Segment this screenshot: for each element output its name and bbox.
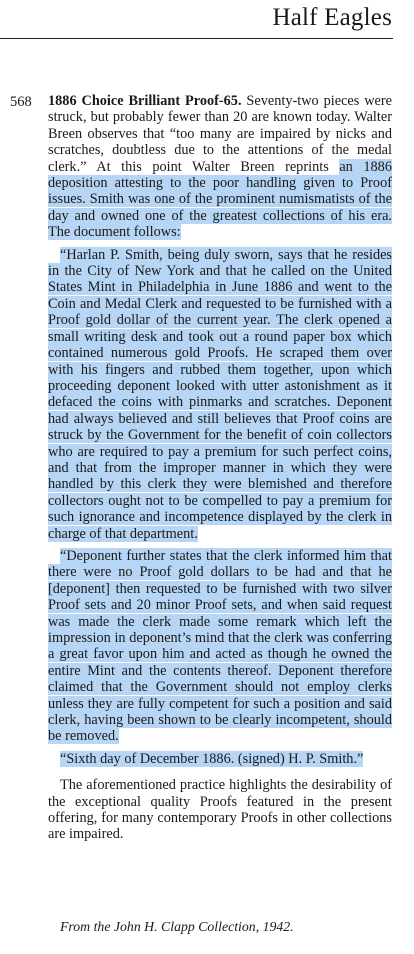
deposition-signature — [48, 751, 392, 767]
lot-intro-text: Seventy-two pieces were struck, but probably fewer than 20 are known today. Walter Breen observes that “too many are impaired by nicks and scratches, doubtless due to the attentions of the medal clerk.” At this point Walter Breen reprints — [48, 93, 392, 175]
page-header-title: Half Eagles — [272, 4, 392, 31]
lot-description — [48, 93, 392, 843]
header-divider — [0, 38, 393, 39]
highlighted-quote-1[interactable]: “Harlan P. Smith, being duly sworn, says that he resides in the City of New York and that he called on the United States Mint in Philadelphia in June 1886 and went to the Coin and Medal Clerk and requested to be furnished with a Proof gold dollar of the current year. The clerk opened a small writing desk and took out a round paper box which contained numerous gold Proofs. He scraped them over with his fingers and rubbed them together, upon which proceeding deponent looked with utter astonishment as it defaced the coins with pinmarks and scratches. Deponent had always believed and still believes that Proof coins are struck by the Government for the benefit of coin collectors who are required to pay a premium for such perfect coins, and that from the improper manner in which they were handled by this clerk they were blemished and therefore collectors ought not to be compelled to pay a premium for such ignorance and incompetence displayed by the clerk in charge of that department. — [48, 246, 392, 542]
highlighted-quote-3[interactable]: “Sixth day of December 1886. (signed) H. P. Smith.” — [60, 750, 364, 767]
deposition-paragraph-2 — [48, 548, 392, 745]
lot-title: 1886 Choice Brilliant Proof-65. — [48, 93, 242, 109]
lot-intro-paragraph — [48, 93, 392, 241]
closing-paragraph: The aforementioned practice highlights the desirability of the exceptional quality Proofs featured in the present offering, for many contemporary Proofs in other collections are impaired. — [48, 777, 392, 843]
provenance-note: From the John H. Clapp Collection, 1942. — [60, 919, 294, 934]
deposition-paragraph-1 — [48, 247, 392, 542]
highlighted-quote-2[interactable]: “Deponent further states that the clerk informed him that there were no Proof gold dollars to be had and that he [deponent] then requested to be furnished with two silver Proof sets and 20 minor Proof sets, and when said request was made the clerk made some remark which left the impression in deponent’s mind that the clerk was conferring a great favor upon him and acted as though he owned the entire Mint and the contents thereof. Deponent therefore claimed that the Government should not employ clerks unless they are fully competent for such a position and said clerk, having been shown to be clearly incompetent, should be removed. — [48, 547, 392, 745]
highlighted-intro-text[interactable]: an 1886 deposition attesting to the poor handling given to Proof issues. Smith was one of the prominent numismatists of the day and owned one of the greatest collections of his era. The document follows: — [48, 158, 392, 241]
lot-number: 568 — [10, 94, 32, 110]
